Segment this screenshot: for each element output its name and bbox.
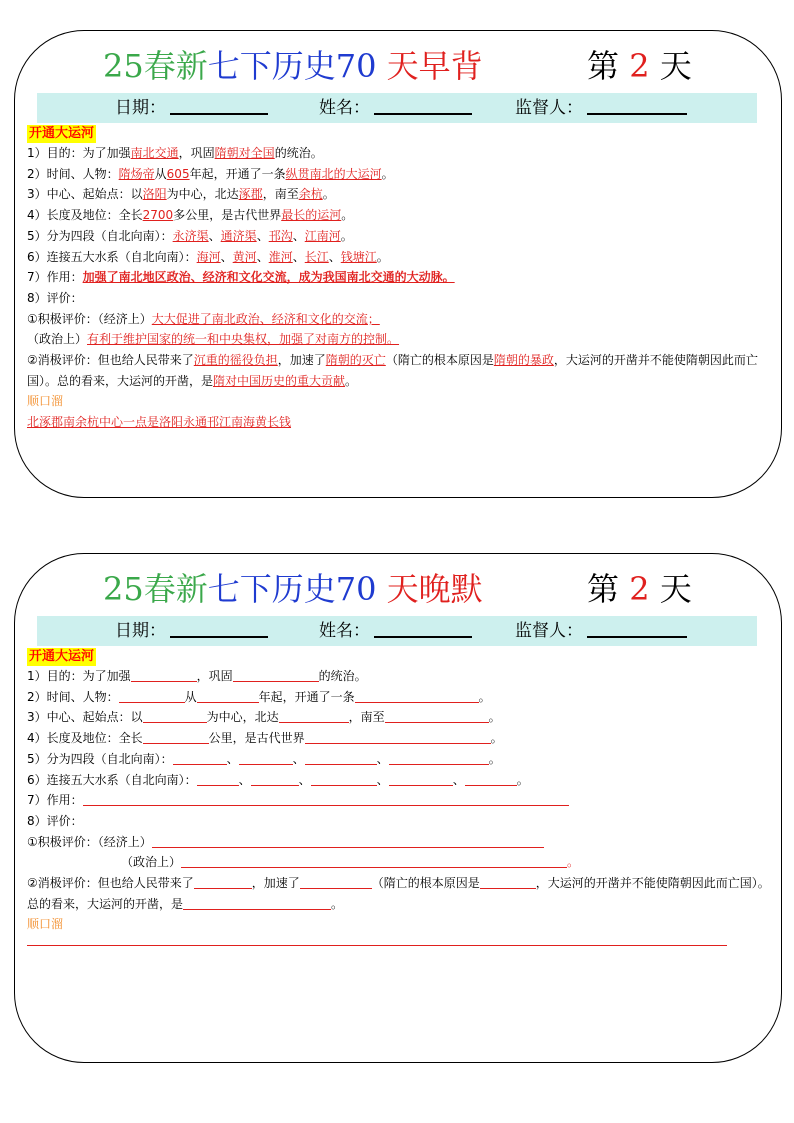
item-purpose: 1）目的：为了加强 ，巩固 的统治。 [27,669,367,683]
mnemonic-blank[interactable] [27,945,727,946]
fill-blank[interactable] [305,751,377,765]
fill-blank[interactable] [480,875,536,889]
date-field[interactable]: 日期： [115,616,268,646]
card-title: 25春新七下历史70 天晚默 [103,570,483,608]
item-positive-politics: （政治上）有利于维护国家的统一和中央集权，加强了对南方的控制。 [27,332,400,347]
item-water-systems: 6）连接五大水系（自北向南）： 、 、 、 、 。 [27,772,529,787]
mnemonic-label: 顺口溜 [27,917,64,932]
name-field[interactable]: 姓名： [319,93,472,123]
fill-blank[interactable] [300,875,372,889]
item-evaluation: 8）评价： [27,813,83,828]
fill-blank[interactable] [152,834,544,848]
day-counter: 第 2 天 [587,47,692,85]
evening-dictation-card [14,553,782,1063]
card-content [27,125,775,433]
card-header [15,566,781,614]
fill-blank[interactable] [355,689,479,703]
fill-blank[interactable] [197,772,239,786]
fill-blank[interactable] [194,875,252,889]
mnemonic-label: 顺口溜 [27,394,64,409]
item-purpose: 1）目的：为了加强南北交通，巩固隋朝对全国的统治。 [27,146,323,160]
card-header [15,43,781,91]
card-content [27,648,775,946]
morning-recite-card [14,30,782,498]
fill-blank[interactable] [233,668,319,682]
fill-blank[interactable] [119,689,185,703]
name-field[interactable]: 姓名： [319,616,472,646]
fill-blank[interactable] [389,772,453,786]
item-negative: ②消极评价：但也给人民带来了沉重的徭役负担，加速了隋朝的灭亡（隋亡的根本原因是隋朝的暴政，大运河的开凿并不能使隋朝因此而亡国）。总的看来，大运河的开凿，是隋对中国历史的重大贡献。 [27,353,758,388]
item-positive-economy: ①积极评价：（经济上） [27,832,775,853]
day-counter: 第 2 天 [587,570,692,608]
fill-blank[interactable] [131,668,197,682]
item-effect: 7）作用：加强了南北地区政治、经济和文化交流，成为我国南北交通的大动脉。 [27,270,455,285]
supervisor-field[interactable]: 监督人： [515,93,687,123]
item-water-systems: 6）连接五大水系（自北向南）：海河、黄河、淮河、长江、钱塘江。 [27,249,389,264]
date-field[interactable]: 日期： [115,93,268,123]
card-title: 25春新七下历史70 天早背 [103,47,483,85]
info-bar [37,93,757,123]
item-evaluation: 8）评价： [27,290,83,305]
fill-blank[interactable] [279,709,349,723]
fill-blank[interactable] [311,772,377,786]
fill-blank[interactable] [239,751,293,765]
item-length: 4）长度及地位：全长 公里，是古代世界 。 [27,731,503,746]
section-title: 开通大运河 [29,126,95,141]
fill-blank[interactable] [197,689,259,703]
item-sections: 5）分为四段（自北向南）：永济渠、通济渠、邗沟、江南河。 [27,228,353,243]
item-negative: ②消极评价：但也给人民带来了 ，加速了 （隋亡的根本原因是 ，大运河的开凿并不能使隋朝因此而亡国）。总的看来，大运河的开凿，是 。 [27,876,770,911]
fill-blank[interactable] [465,772,517,786]
item-time-person: 2）时间、人物： 从 年起，开通了一条 。 [27,689,491,704]
fill-blank[interactable] [83,792,569,806]
item-effect: 7）作用： [27,790,775,811]
item-sections: 5）分为四段（自北向南）： 、 、 、 。 [27,751,501,766]
item-length: 4）长度及地位：全长2700多公里，是古代世界最长的运河。 [27,208,354,223]
fill-blank[interactable] [251,772,299,786]
fill-blank[interactable] [143,709,207,723]
fill-blank[interactable] [385,709,489,723]
item-center: 3）中心、起始点：以 为中心，北达 ，南至 。 [27,710,501,725]
supervisor-field[interactable]: 监督人： [515,616,687,646]
item-positive-politics: （政治上） 。 [121,855,580,870]
fill-blank[interactable] [143,730,209,744]
fill-blank[interactable] [389,751,489,765]
fill-blank[interactable] [181,854,567,868]
mnemonic-text: 北涿郡南余杭中心一点是洛阳永通邗江南海黄长钱 [27,415,292,430]
fill-blank[interactable] [305,730,491,744]
item-positive-economy: ①积极评价：（经济上）大大促进了南北政治、经济和文化的交流； [27,311,380,326]
fill-blank[interactable] [183,896,331,910]
item-time-person: 2）时间、人物：隋炀帝从605年起，开通了一条纵贯南北的大运河。 [27,166,394,181]
info-bar [37,616,757,646]
section-title: 开通大运河 [29,649,95,664]
fill-blank[interactable] [173,751,227,765]
item-center: 3）中心、起始点：以洛阳为中心，北达涿郡，南至余杭。 [27,187,335,202]
